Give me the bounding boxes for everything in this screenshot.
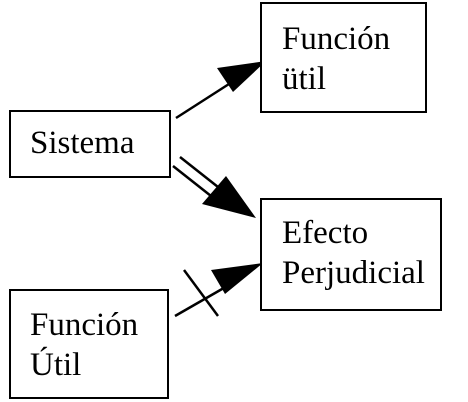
edge-funcion-util-to-efecto	[175, 263, 263, 316]
arrowhead-icon	[211, 263, 263, 294]
node-label: Sistema	[30, 125, 135, 161]
node-label-line-2: ütil	[282, 61, 327, 97]
edge-sistema-to-funcion-util	[176, 61, 266, 118]
node-efecto-perjudicial	[260, 198, 442, 311]
edge-line	[173, 166, 211, 196]
node-funcion-util-bottom	[9, 289, 169, 399]
node-label-line-2: Útil	[30, 347, 82, 383]
node-label-line-2: Perjudicial	[282, 255, 425, 291]
node-label-line-1: Función	[30, 307, 139, 343]
edge-line	[180, 157, 218, 187]
node-label-line-1: Efecto	[282, 215, 369, 251]
node-sistema	[9, 110, 171, 178]
node-label-line-1: Función	[282, 21, 391, 57]
edge-sistema-to-efecto	[173, 157, 256, 218]
node-funcion-util-top	[260, 2, 427, 113]
